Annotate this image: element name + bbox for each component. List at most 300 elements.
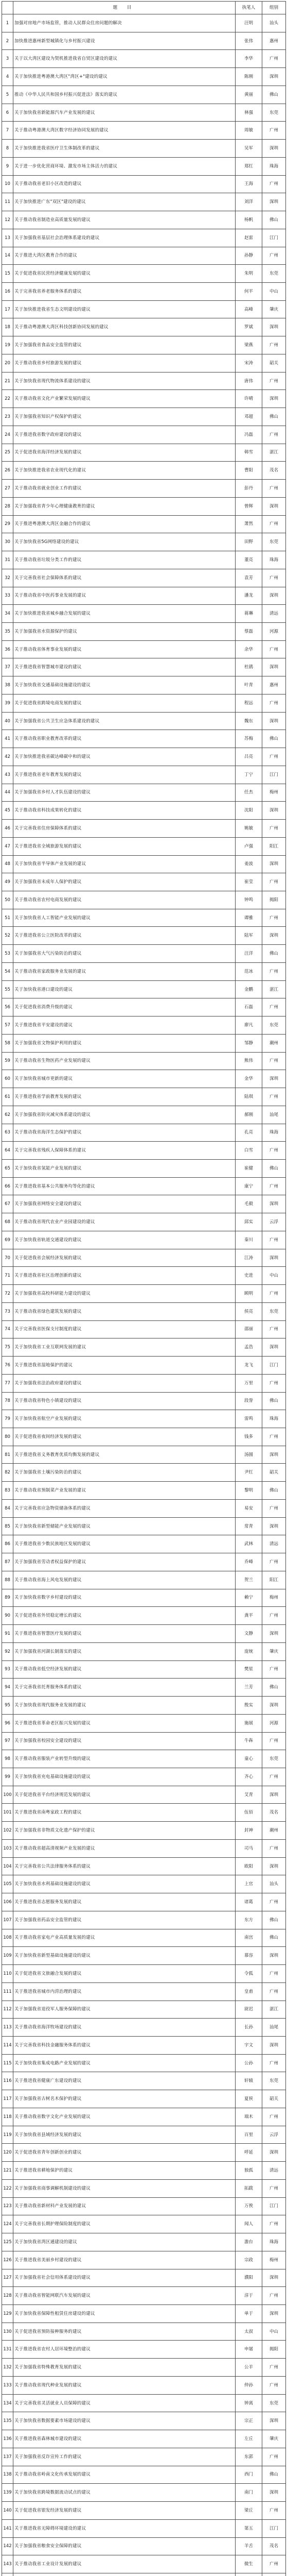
row-title: 关于推进我省老年教育发展的建议 (13, 766, 236, 784)
row-org: 广州 (262, 998, 286, 1016)
row-person: 轩辕 (236, 2072, 262, 2090)
row-title: 关于推进我省公立医院改革的建议 (13, 927, 236, 945)
row-person: 慕容 (236, 1947, 262, 1965)
row-person: 许晴 (236, 390, 262, 408)
row-org: 佛山 (262, 1392, 286, 1410)
row-title: 关于推动我省家政服务业发展的建议 (13, 962, 236, 980)
row-org: 深圳 (262, 2412, 286, 2430)
row-title: 关于推进我省社区治理创新的建议 (13, 1267, 236, 1285)
row-number: 10 (2, 175, 13, 193)
row-person: 陆琪 (236, 1088, 262, 1106)
row-org (262, 2573, 286, 2576)
row-title: 关于加强我省网络安全建设的建议 (13, 1195, 236, 1213)
row-title: 关于加强我省食品安全监管的建议 (13, 336, 236, 354)
row-number: 3 (2, 50, 13, 68)
row-org: 深圳 (262, 2484, 286, 2502)
row-title: 关于推动我省新材料产业发展的建议 (13, 2197, 236, 2215)
row-person: 尉迟 (236, 2001, 262, 2019)
table-row (2, 2054, 286, 2072)
row-title: 关于加强我省未成年人保护的建议 (13, 873, 236, 891)
row-person: 司马 (236, 1839, 262, 1857)
row-title: 关于推进我省志愿服务发展的建议 (13, 1893, 236, 1911)
row-number: 40 (2, 712, 13, 730)
table-row (2, 587, 286, 605)
row-number: 29 (2, 515, 13, 533)
row-title: 关于加快我省水利基础设施建设的建议 (13, 1875, 236, 1893)
row-person: 叶青 (236, 676, 262, 694)
row-title: 关于加快推进我省碳达峰碳中和的建议 (13, 748, 236, 766)
row-number: 102 (2, 1822, 13, 1840)
row-person: 田野 (236, 533, 262, 551)
row-org: 佛山 (262, 211, 286, 229)
row-person: 南宫 (236, 1929, 262, 1947)
row-number: 46 (2, 820, 13, 838)
row-org: 深圳 (262, 193, 286, 211)
row-person: 殷实 (236, 1697, 262, 1715)
row-person: 冯磊 (236, 426, 262, 444)
row-org: 深圳 (262, 712, 286, 730)
row-title: 关于加强我省乡村人才队伍建设的建议 (13, 784, 236, 802)
row-number: 50 (2, 891, 13, 909)
row-title: 关于推动我省体育事业发展的建议 (13, 640, 236, 658)
row-number: 2 (2, 32, 13, 50)
row-title: 关于加快推进我省农业现代化的建议 (13, 462, 236, 480)
row-person: 艾青 (236, 1786, 262, 1804)
header-number (2, 2, 13, 14)
row-person: 樊星 (236, 1660, 262, 1679)
row-org: 广州 (262, 820, 286, 838)
row-org: 茂名 (262, 1804, 286, 1822)
row-person: 石磊 (236, 998, 262, 1016)
header-person: 执笔人 (236, 2, 262, 14)
row-title: 关于加强我省大气污染防治的建议 (13, 945, 236, 963)
row-number: 22 (2, 390, 13, 408)
row-title: 关于加强我省校园安全建设的建议 (13, 1732, 236, 1750)
row-org: 深圳 (262, 1446, 286, 1464)
row-org: 珠海 (262, 2233, 286, 2251)
row-number: 76 (2, 1357, 13, 1375)
row-org: 梅州 (262, 2251, 286, 2269)
row-person: 汪洋 (236, 945, 262, 963)
row-person: 钟离 (236, 2394, 262, 2412)
table-row (2, 444, 286, 462)
row-org: 广州 (262, 1142, 286, 1160)
row-org: 深圳 (262, 927, 286, 945)
table-row (2, 927, 286, 945)
row-person: 宋涛 (236, 354, 262, 372)
row-number: 120 (2, 2144, 13, 2162)
row-number: 133 (2, 2376, 13, 2394)
table-row (2, 2341, 286, 2359)
row-title: 关于推动我省绿色建筑发展的建议 (13, 1302, 236, 1320)
row-org: 深圳 (262, 2144, 286, 2162)
row-org: 深圳 (262, 1070, 286, 1088)
row-number: 82 (2, 1464, 13, 1482)
row-title: 关于加快推进广东"双区"建设的建议 (13, 193, 236, 211)
row-number: 25 (2, 444, 13, 462)
row-number: 26 (2, 462, 13, 480)
row-org: 广州 (262, 1893, 286, 1911)
row-person: 宗政 (236, 2251, 262, 2269)
table-row (2, 1607, 286, 1625)
row-number: 127 (2, 2269, 13, 2287)
row-person: 陈刚 (236, 68, 262, 86)
table-row (2, 2555, 286, 2573)
row-title: 关于完善我省灵活就业人员保障的建议 (13, 2394, 236, 2412)
row-person: 梁燕 (236, 336, 262, 354)
table-row (2, 32, 286, 50)
table-row (2, 1642, 286, 1660)
row-person: 江涛 (236, 1249, 262, 1267)
row-title: 关于促进我省青年创新创业的建议 (13, 2144, 236, 2162)
row-number: 85 (2, 1517, 13, 1535)
table-row (2, 1786, 286, 1804)
row-number: 100 (2, 1786, 13, 1804)
row-person: 刘洋 (236, 193, 262, 211)
row-number: 27 (2, 480, 13, 498)
table-row (2, 1732, 286, 1750)
row-title: 关于推进我省全域旅游发展的建议 (13, 837, 236, 855)
row-title: 关于推动我省垃圾分类工作的建议 (13, 551, 236, 569)
row-title: 关于加快我省新型基础设施建设的建议 (13, 1947, 236, 1965)
row-person: 乔峰 (236, 1553, 262, 1571)
table-row (2, 1320, 286, 1338)
row-person: 单于 (236, 2305, 262, 2323)
row-title: 关于加快我省新能源汽车产业发展的建议 (13, 104, 236, 122)
row-number: 78 (2, 1392, 13, 1410)
row-org: 广州 (262, 962, 286, 980)
table-row (2, 2359, 286, 2377)
table-row (2, 1249, 286, 1267)
row-org: 东莞 (262, 1016, 286, 1035)
table-row (2, 372, 286, 390)
table-row (2, 1482, 286, 1500)
row-org: 深圳 (262, 1786, 286, 1804)
row-org: 揭阳 (262, 2341, 286, 2359)
row-title: 关于加快我省县域经济发展的建议 (13, 2126, 236, 2144)
row-org: 茂名 (262, 2537, 286, 2555)
table-row (2, 2233, 286, 2251)
row-org: 韶关 (262, 354, 286, 372)
row-number: 114 (2, 2036, 13, 2054)
row-number: 95 (2, 1697, 13, 1715)
table-row (2, 1714, 286, 1732)
row-number: 12 (2, 211, 13, 229)
table-row (2, 802, 286, 820)
row-number: 62 (2, 1106, 13, 1124)
row-org: 佛山 (262, 730, 286, 748)
row-org: 中山 (262, 2323, 286, 2341)
row-number: 41 (2, 730, 13, 748)
row-person: 范冰 (236, 962, 262, 980)
table-row (2, 354, 286, 372)
row-number: 63 (2, 1124, 13, 1142)
row-number: 141 (2, 2519, 13, 2537)
table-row (2, 462, 286, 480)
row-org: 江门 (262, 2519, 286, 2537)
row-title: 关于促进我省海洋经济发展的建议 (13, 444, 236, 462)
row-number: 49 (2, 873, 13, 891)
row-title: 关于加快我省新型储能产业发展的建议 (13, 1517, 236, 1535)
row-number: 5 (2, 86, 13, 104)
row-org: 广州 (262, 515, 286, 533)
row-org: 深圳 (262, 2036, 286, 2054)
row-title: 加强对房地产市场监管，推动人民群众住房问题的解决 (13, 14, 236, 32)
row-title: 关于加快我省现代物流体系建设的建议 (13, 372, 236, 390)
table-row (2, 1697, 286, 1715)
row-person: 韩雪 (236, 444, 262, 462)
row-person: 易安 (236, 1499, 262, 1517)
table-row (2, 748, 286, 766)
table-row (2, 1679, 286, 1697)
table-row (2, 1034, 286, 1052)
row-number: 47 (2, 837, 13, 855)
row-number: 18 (2, 318, 13, 336)
table-row (2, 1571, 286, 1589)
table-row (2, 1374, 286, 1392)
row-number: 88 (2, 1571, 13, 1589)
row-title: 关于完善我省科技金融服务体系的建议 (13, 2036, 236, 2054)
row-title: 关于加强我省文物保护利用的建议 (13, 1034, 236, 1052)
table-row (2, 784, 286, 802)
row-person: 魏东 (236, 712, 262, 730)
row-title: 关于加快我省港口建设的建议 (13, 980, 236, 998)
row-org: 佛山 (262, 945, 286, 963)
table-row (2, 2197, 286, 2215)
row-person: 顾明 (236, 1285, 262, 1303)
table-row (2, 676, 286, 694)
table-row (2, 820, 286, 838)
row-title: 关于加强我省基层社会治理体系建设的建议 (13, 229, 236, 247)
row-org: 广州 (262, 1839, 286, 1857)
row-person: 程远 (236, 694, 262, 712)
row-person: 上官 (236, 1875, 262, 1893)
table-row (2, 2215, 286, 2233)
row-title: 关于推进我省南粤家政工程的建议 (13, 1804, 236, 1822)
row-title: 关于推动我省职业教育改革的建议 (13, 730, 236, 748)
table-row (2, 855, 286, 873)
row-title: 关于推动粤港澳大湾区科技创新协同发展的建议 (13, 318, 236, 336)
row-person: 龙飞 (236, 1357, 262, 1375)
row-title: 关于进一步优化营商环境、激发市场主体活力的建议 (13, 157, 236, 175)
row-number: 89 (2, 1589, 13, 1607)
row-number: 60 (2, 1070, 13, 1088)
row-org: 广州 (262, 1499, 286, 1517)
row-org: 广州 (262, 2287, 286, 2305)
row-title: 关于推进我省湿地保护的建议 (13, 1357, 236, 1375)
row-title: 关于加快我省半导体产业发展的建议 (13, 855, 236, 873)
row-number: 13 (2, 229, 13, 247)
row-person: 濮阳 (236, 2269, 262, 2287)
row-person: 周敏 (236, 122, 262, 140)
row-number: 68 (2, 1213, 13, 1231)
row-org: 广州 (262, 1052, 286, 1070)
row-org: 广州 (262, 2108, 286, 2126)
row-title: 关于推进我省美丽乡村建设的建议 (13, 2251, 236, 2269)
table-row (2, 1499, 286, 1517)
row-org: 揭阳 (262, 891, 286, 909)
table-row (2, 1267, 286, 1285)
row-number: 48 (2, 855, 13, 873)
row-person: 诸葛 (236, 1893, 262, 1911)
row-org: 深圳 (262, 2269, 286, 2287)
row-org: 广州 (262, 372, 286, 390)
row-person: 雷鸣 (236, 1410, 262, 1428)
row-number: 57 (2, 1016, 13, 1035)
table-row (2, 2305, 286, 2323)
row-title: 关于推进我省健康广东建设的建议 (13, 2072, 236, 2090)
table-row (2, 1428, 286, 1446)
row-person: 罗斌 (236, 318, 262, 336)
table-row (2, 104, 286, 122)
row-org: 深圳 (262, 1625, 286, 1643)
row-person: 董亮 (236, 551, 262, 569)
table-row (2, 1338, 286, 1357)
table-row (2, 1750, 286, 1768)
row-number: 115 (2, 2054, 13, 2072)
row-org: 东莞 (262, 1302, 286, 1320)
proposal-table (2, 1, 286, 2576)
row-org: 广州 (262, 2054, 286, 2072)
row-title: 关于加快我省工业互联网发展的建议 (13, 1338, 236, 1357)
table-row (2, 1016, 286, 1035)
table-row (2, 2519, 286, 2537)
row-title: 关于加快我省人工智能产业发展的建议 (13, 909, 236, 927)
row-title: 关于促进我省银发经济发展的建议 (13, 2502, 236, 2520)
table-row (2, 1070, 286, 1088)
row-title: 关于完善我省应急物资储备体系的建议 (13, 1499, 236, 1517)
row-title: 关于完善我省社会保障体系的建议 (13, 569, 236, 587)
row-number: 15 (2, 265, 13, 283)
row-org: 汕头 (262, 1875, 286, 1893)
row-title: 关于加强我省青少年心理健康教育的建议 (13, 497, 236, 515)
table-row (2, 86, 286, 104)
row-person: 谭雅 (236, 909, 262, 927)
row-title: 关于加快我省5G网络建设的建议 (13, 533, 236, 551)
row-org: 东莞 (262, 104, 286, 122)
row-number: 81 (2, 1446, 13, 1464)
row-person: 卢强 (236, 837, 262, 855)
row-org: 肇庆 (262, 2430, 286, 2448)
row-number: 67 (2, 1195, 13, 1213)
row-org: 深圳 (262, 1195, 286, 1213)
row-number: 23 (2, 408, 13, 426)
row-person: 曹阳 (236, 462, 262, 480)
row-person: 余华 (236, 640, 262, 658)
row-person: 文静 (236, 1625, 262, 1643)
table-row (2, 2144, 286, 2162)
table-row (2, 1947, 286, 1965)
row-title: 关于完善我省公共法律服务体系的建议 (13, 1857, 236, 1875)
row-title: 关于推进我省农村人居环境整治的建议 (13, 2341, 236, 2359)
row-title: 加快推进惠州新型城镇化与乡村振兴建设 (13, 32, 236, 50)
row-title: 关于推动我省特色小镇建设的建议 (13, 1392, 236, 1410)
row-title: 关于促进我省民营经济健康发展的建议 (13, 265, 236, 283)
row-person: 苏梅 (236, 730, 262, 748)
table-row (2, 1106, 286, 1124)
row-person: 萧然 (236, 515, 262, 533)
row-org: 深圳 (262, 1517, 286, 1535)
row-number: 119 (2, 2126, 13, 2144)
row-title: 关于推进大湾区教育合作的建议 (13, 247, 236, 265)
row-person: 太叔 (236, 2323, 262, 2341)
row-title: 关于推动我省服装产业转型升级的建议 (13, 1750, 236, 1768)
row-number: 90 (2, 1607, 13, 1625)
table-row (2, 2269, 286, 2287)
row-number: 108 (2, 1929, 13, 1947)
table-row (2, 1768, 286, 1786)
row-title: 关于推动我省制造业高质量发展的建议 (13, 211, 236, 229)
row-person: 侯亮 (236, 1302, 262, 1320)
row-title: 关于推动我省现代种业发展的建议 (13, 2376, 236, 2394)
table-row (2, 712, 286, 730)
row-number: 72 (2, 1285, 13, 1303)
table-row (2, 283, 286, 301)
row-number: 51 (2, 909, 13, 927)
table-row (2, 533, 286, 551)
row-person: 崔莹 (236, 873, 262, 891)
table-row (2, 300, 286, 318)
row-org: 佛山 (262, 1482, 286, 1500)
row-number: 16 (2, 283, 13, 301)
row-title: 关于推动粤港澳大湾区数字经济协同发展的建议 (13, 122, 236, 140)
table-row (2, 336, 286, 354)
table-body (2, 14, 286, 2576)
row-org: 佛山 (262, 2466, 286, 2484)
row-title: 关于完善我省住房保障体系的建议 (13, 820, 236, 838)
table-row (2, 1839, 286, 1857)
row-person: 钱多 (236, 1428, 262, 1446)
row-person: 崔健 (236, 1160, 262, 1178)
table-row (2, 1535, 286, 1553)
row-org: 广州 (262, 2555, 286, 2573)
row-person: 庞统 (236, 1642, 262, 1660)
row-number: 113 (2, 2019, 13, 2037)
row-number: 14 (2, 247, 13, 265)
row-title: 关于推动我省海洋生态保护的建议 (13, 1124, 236, 1142)
table-row (2, 622, 286, 640)
row-title: 关于促进我省消费升级的建议 (13, 998, 236, 1016)
table-row (2, 1464, 286, 1482)
table-row (2, 2484, 286, 2502)
row-person: 金鹏 (236, 980, 262, 998)
row-org: 广州 (262, 1285, 286, 1303)
row-title: 关于完善我省长期护理保险制度的建议 (13, 2215, 236, 2233)
row-title: 关于以大湾区建设为契机推进我省自贸区建设的建议 (13, 50, 236, 68)
row-number: 105 (2, 1875, 13, 1893)
row-title (13, 2573, 236, 2576)
row-org: 茂名 (262, 462, 286, 480)
row-title: 关于推动我省乡村旅游发展的建议 (13, 354, 236, 372)
table-row (2, 1660, 286, 1679)
row-person: 贺兰 (236, 1571, 262, 1589)
row-person: 牛犇 (236, 1732, 262, 1750)
row-org: 中山 (262, 283, 286, 301)
table-row (2, 1517, 286, 1535)
row-org: 广州 (262, 175, 286, 193)
table-row (2, 265, 286, 283)
row-number: 101 (2, 1804, 13, 1822)
row-person: 皇甫 (236, 1982, 262, 2001)
row-person: 欧阳 (236, 1857, 262, 1875)
row-org: 深圳 (262, 318, 286, 336)
row-title: 关于加快我省现代服务业发展的建议 (13, 1697, 236, 1715)
row-person: 孟浩 (236, 1338, 262, 1357)
row-org: 湛江 (262, 980, 286, 998)
row-org: 韶关 (262, 2090, 286, 2108)
row-org: 深圳 (262, 390, 286, 408)
row-number: 116 (2, 2072, 13, 2090)
